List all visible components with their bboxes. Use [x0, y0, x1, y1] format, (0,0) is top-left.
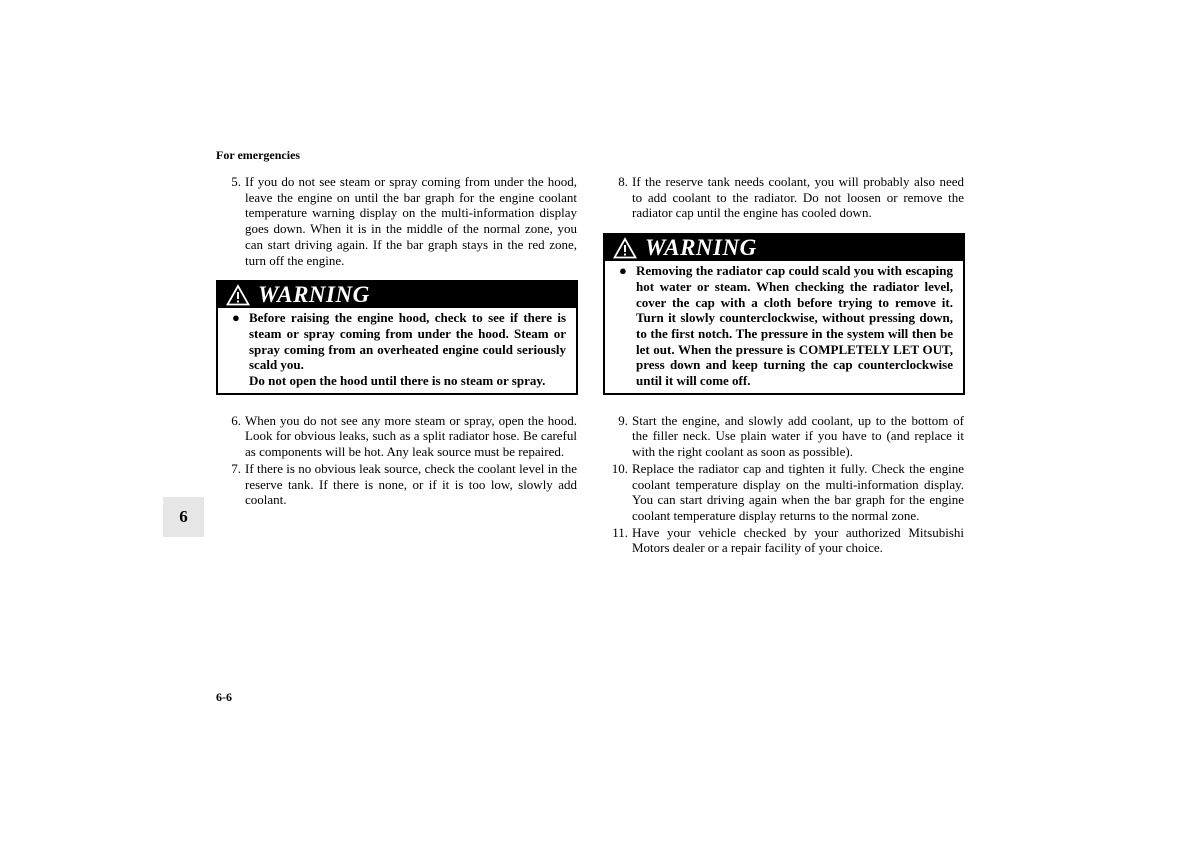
- warning-item: [619, 263, 953, 389]
- warning-body: [218, 308, 576, 393]
- bullet: ●: [232, 310, 240, 326]
- warning-item: [232, 310, 566, 389]
- step-text: If the reserve tank needs coolant, you will probably also need to add coolant to the radiator. Do not loosen or remove the radiator cap until the engine has cooled down.: [632, 174, 964, 221]
- step-6: [216, 413, 577, 460]
- page-number: 6-6: [216, 690, 232, 704]
- warning-header: [218, 282, 576, 308]
- step-5: [216, 174, 577, 268]
- step-text: If there is no obvious leak source, check the coolant level in the reserve tank. If there is none, or if it is too low, slowly add coolant.: [245, 460, 577, 508]
- bullet: ●: [619, 263, 627, 279]
- step-9: [603, 413, 964, 460]
- step-number: 7.: [231, 460, 241, 476]
- step-text: Have your vehicle checked by your authorized Mitsubishi Motors dealer or a repair facility of your choice.: [632, 524, 964, 556]
- warning-title: WARNING: [645, 235, 757, 261]
- step-text: Start the engine, and slowly add coolant, up to the bottom of the filler neck. Use plain water if you have to (and replace it with the right coolant as soon as possible).: [632, 412, 964, 460]
- chapter-tab: 6: [163, 497, 204, 537]
- step-number: 8.: [618, 174, 628, 189]
- warning-header: [605, 235, 963, 261]
- step-text: If you do not see steam or spray coming from under the hood, leave the engine on until the bar graph for the engine coolant temperature warning display on the multi-information display goes down. When it is in the middle of the normal zone, you can start driving again. If the bar graph stays in the red zone, turn off the engine.: [245, 174, 577, 268]
- left-column: [216, 174, 577, 508]
- step-number: 5.: [231, 174, 241, 189]
- step-text: Replace the radiator cap and tighten it fully. Check the engine coolant temperature display on the multi-information display. You can start driving again when the bar graph for the engine coolant temperature display returns to the normal zone.: [632, 460, 964, 523]
- warning-text: Before raising the engine hood, check to see if there is steam or spray coming from under the hood. Steam or spray coming from an overheated engine could seriously scald you.: [249, 310, 566, 373]
- warning-triangle-icon: [613, 237, 637, 259]
- step-8: [603, 174, 964, 221]
- step-text: When you do not see any more steam or spray, open the hood. Look for obvious leaks, such as a split radiator hose. Be careful as components will be hot. Any leak source must be repaired.: [245, 412, 577, 460]
- warning-title: WARNING: [258, 282, 370, 308]
- warning-box-radiator: [603, 233, 965, 395]
- warning-box-hood: [216, 280, 578, 395]
- step-7: [216, 461, 577, 508]
- step-number: 11.: [612, 524, 628, 540]
- warning-text: Removing the radiator cap could scald you with escaping hot water or steam. When checking the radiator level, cover the cap with a cloth before trying to remove it. Turn it slowly counterclockwise, without pressing down, to the first notch. The pressure in the system will then be let out. When the pressure is COMPLETELY LET OUT, press down and keep turning the cap counterclockwise until it will come off.: [636, 263, 953, 389]
- step-11: [603, 525, 964, 556]
- warning-triangle-icon: [226, 284, 250, 306]
- step-number: 9.: [618, 412, 628, 428]
- right-column: [603, 174, 964, 556]
- warning-text-2: Do not open the hood until there is no steam or spray.: [249, 373, 546, 389]
- warning-body: [605, 261, 963, 393]
- step-number: 6.: [231, 412, 241, 428]
- step-number: 10.: [611, 460, 628, 476]
- step-10: [603, 461, 964, 524]
- section-header: For emergencies: [216, 148, 301, 162]
